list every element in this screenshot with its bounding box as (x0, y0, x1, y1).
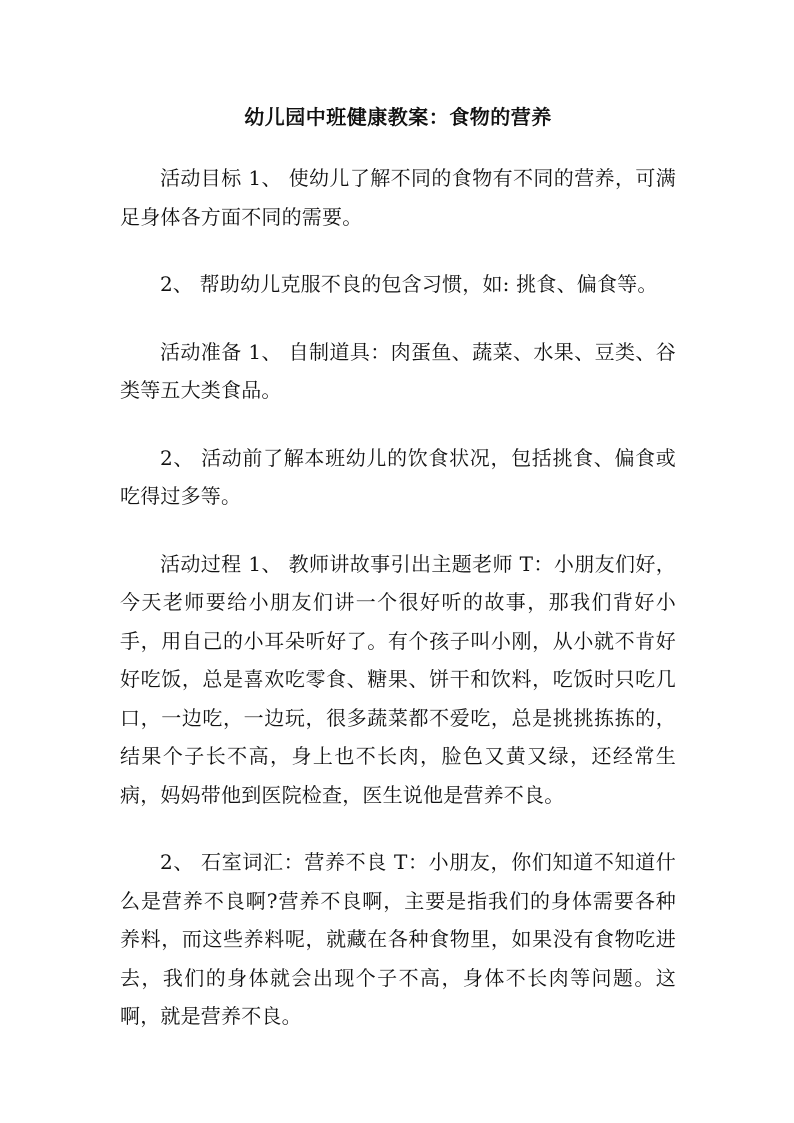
paragraph-goal-1: 活动目标 1、 使幼儿了解不同的食物有不同的营养，可满足身体各方面不同的需要。 (120, 166, 676, 229)
paragraph-goal-2: 2、 帮助幼儿克服不良的包含习惯，如: 挑食、偏食等。 (160, 272, 658, 296)
paragraph-process-1: 活动过程 1、 教师讲故事引出主题老师 T：小朋友们好，今天老师要给小朋友们讲一个很好听的故事，那我们背好小手，用自己的小耳朵听好了。有个孩子叫小刚，从小就不肯好好吃饭，总是喜欢吃零食、糖果、饼干和饮料，吃饭时只吃几口，一边吃，一边玩，很多蔬菜都不爱吃，总是挑挑拣拣的，结果个子长不高，身上也不长肉，脸色又黄又绿，还经常生病，妈妈带他到医院检查，医生说他是营养不良。 (120, 551, 676, 807)
paragraph-prep-1: 活动准备 1、 自制道具：肉蛋鱼、蔬菜、水果、豆类、谷类等五大类食品。 (120, 339, 676, 402)
paragraph-prep-2: 2、 活动前了解本班幼儿的饮食状况，包括挑食、偏食或吃得过多等。 (120, 445, 676, 508)
document-body (120, 102, 676, 1065)
paragraph-process-2: 2、 石室词汇：营养不良 T：小朋友，你们知道不知道什么是营养不良啊?营养不良啊，主要是指我们的身体需要各种养料，而这些养料呢，就藏在各种食物里，如果没有食物吃进去，我们的身体就会出现个子不高，身体不长肉等问题。这啊，就是营养不良。 (120, 850, 676, 1028)
document-title: 幼儿园中班健康教案：食物的营养 (244, 105, 552, 129)
